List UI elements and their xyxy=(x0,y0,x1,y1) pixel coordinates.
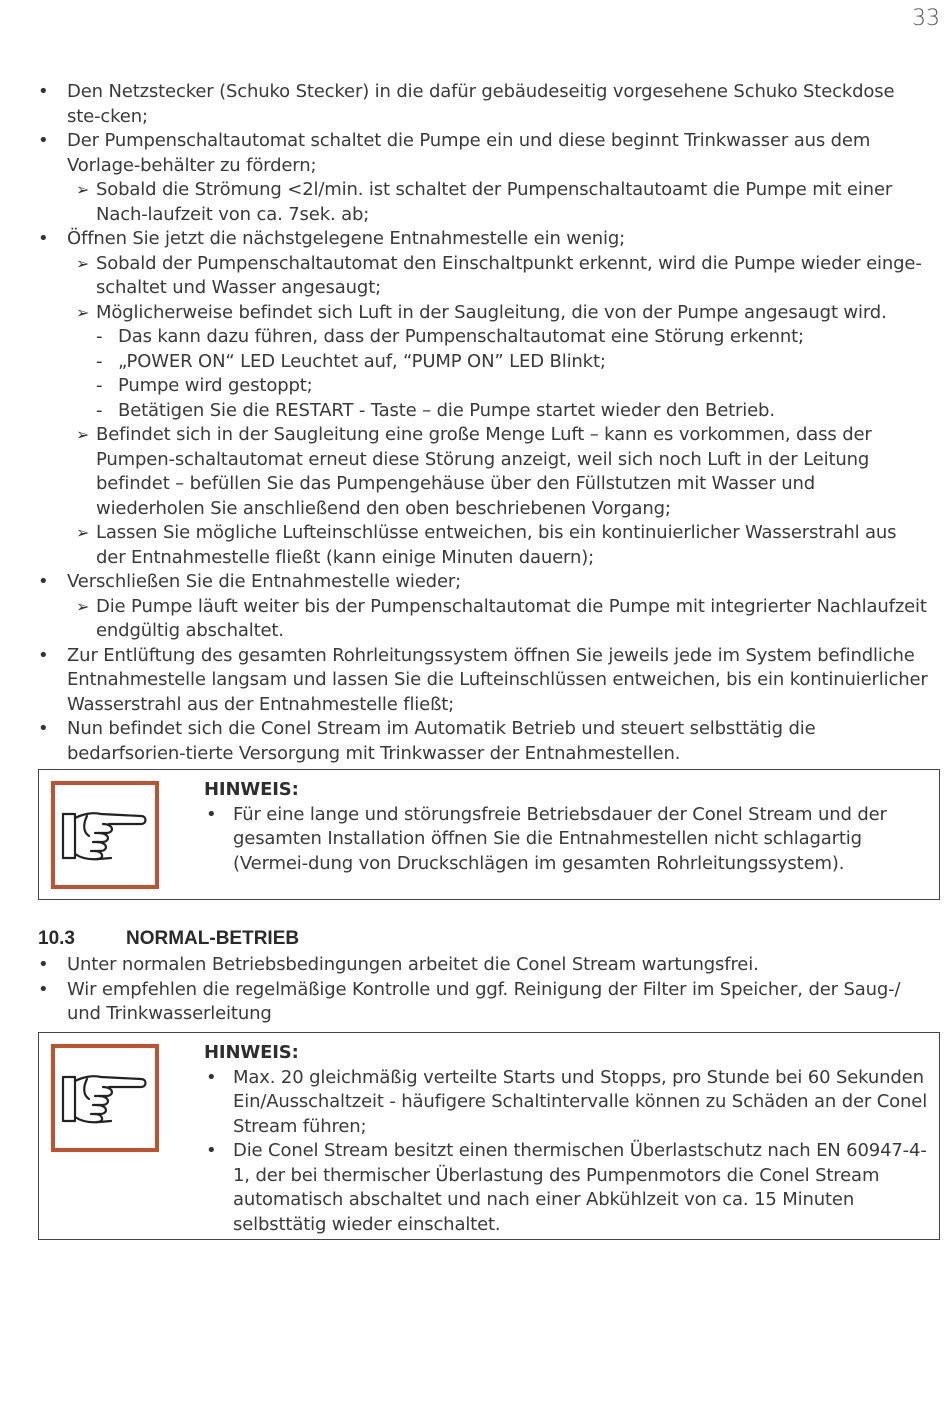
instruction-list xyxy=(38,80,928,766)
arrowhead-bullet-icon: ➢ xyxy=(76,302,90,322)
list-item: • Wir empfehlen die regelmäßige Kontrolle und ggf. Reinigung der Filter im Speicher, der Saug-/ und Trinkwasserleitung xyxy=(38,978,928,1027)
note-content xyxy=(204,1041,933,1237)
pointing-hand-icon xyxy=(51,1044,159,1152)
list-item: - Pumpe wird gestoppt; xyxy=(38,374,928,399)
list-item: • Die Conel Stream besitzt einen thermischen Überlastschutz nach EN 60947-4-1, der bei thermischer Überlastung des Pumpenmotors die Conel Stream automatisch abschaltet und nach einer Abkühlzeit von ca. 15 Minuten selbsttätig wieder einschaltet. xyxy=(204,1139,933,1237)
note-content xyxy=(204,778,933,876)
list-item: ➢ Sobald der Pumpenschaltautomat den Einschaltpunkt erkennt, wird die Pumpe wieder einge-schaltet und Wasser angesaugt; xyxy=(76,252,922,298)
list-item: ➢ Lassen Sie mögliche Lufteinschlüsse entweichen, bis ein kontinuierlicher Wasserstrahl aus der Entnahmestelle fließt (kann einige Minuten dauern); xyxy=(76,522,897,568)
arrowhead-bullet-icon: ➢ xyxy=(76,425,90,444)
list-item: - „POWER ON“ LED Leuchtet auf, “PUMP ON” LED Blinkt; xyxy=(38,350,928,375)
arrowhead-bullet-icon: ➢ xyxy=(76,523,90,542)
note-title: HINWEIS: xyxy=(204,779,299,800)
list-item: ➢ Befindet sich in der Saugleitung eine große Menge Luft – kann es vorkommen, dass der Pumpen-schaltautomat erneut diese Störung anzeigt, weil sich noch Luft in der Leitung befindet – befüllen Sie das Pumpengehäuse über den Füllstutzen mit Wasser und wiederholen Sie anschließend den oben beschriebenen Vorgang; xyxy=(76,424,872,519)
list-item: ➢ Sobald die Strömung <2l/min. ist schaltet der Pumpenschaltautoamt die Pumpe mit einer Nach-laufzeit von ca. 7sek. ab; xyxy=(76,179,893,225)
section-title: NORMAL-BETRIEB xyxy=(126,928,300,949)
list-item: • Der Pumpenschaltautomat schaltet die Pumpe ein und diese beginnt Trinkwasser aus dem Vorlage-behälter zu fördern; xyxy=(38,129,928,178)
page-number: 33 xyxy=(912,6,940,31)
dash-bullet-icon: - xyxy=(96,326,103,347)
list-item: • Zur Entlüftung des gesamten Rohrleitungssystem öffnen Sie jeweils jede im System befindliche Entnahmestelle langsam und lassen Sie die Lufteinschlüssen entweichen, bis ein kontinuierlicher Wasserstrahl aus der Entnahmestelle fließt; xyxy=(38,644,928,718)
arrowhead-bullet-icon: ➢ xyxy=(76,596,90,616)
section-number: 10.3 xyxy=(38,928,75,949)
dash-bullet-icon: - xyxy=(96,375,103,396)
pointing-hand-icon xyxy=(51,781,159,889)
list-item: - Das kann dazu führen, dass der Pumpenschaltautomat eine Störung erkennt; xyxy=(38,325,928,350)
list-item: - Betätigen Sie die RESTART - Taste – die Pumpe startet wieder den Betrieb. xyxy=(38,399,928,424)
dash-bullet-icon: - xyxy=(96,350,103,372)
list-item: • Verschließen Sie die Entnahmestelle wieder; xyxy=(38,570,928,595)
list-item: • Für eine lange und störungsfreie Betriebsdauer der Conel Stream und der gesamten Installation öffnen Sie die Entnahmestellen nicht schlagartig (Vermei-dung von Druckschlägen im gesamten Rohrleitungssystem). xyxy=(204,803,933,877)
section-heading xyxy=(38,928,299,950)
list-item: ➢ Die Pumpe läuft weiter bis der Pumpenschaltautomat die Pumpe mit integrierter Nachlaufzeit endgültig abschaltet. xyxy=(76,595,927,641)
dash-bullet-icon: - xyxy=(96,399,103,421)
list-item: • Max. 20 gleichmäßig verteilte Starts und Stopps, pro Stunde bei 60 Sekunden Ein/Ausschaltzeit - häufigere Schaltintervalle können zu Schäden an der Conel Stream führen; xyxy=(204,1066,933,1140)
note-box xyxy=(38,769,940,900)
list-item: ➢ Möglicherweise befindet sich Luft in der Saugleitung, die von der Pumpe angesaugt wird. xyxy=(38,301,928,326)
note-title: HINWEIS: xyxy=(204,1042,299,1063)
section-list xyxy=(38,953,928,1027)
note-box xyxy=(38,1032,940,1240)
list-item: • Öffnen Sie jetzt die nächstgelegene Entnahmestelle ein wenig; xyxy=(38,227,928,252)
arrowhead-bullet-icon: ➢ xyxy=(76,180,90,199)
list-item: • Nun befindet sich die Conel Stream im Automatik Betrieb und steuert selbsttätig die bedarfsorien-tierte Versorgung mit Trinkwasser der Entnahmestellen. xyxy=(38,717,928,766)
arrowhead-bullet-icon: ➢ xyxy=(76,253,90,273)
list-item: • Unter normalen Betriebsbedingungen arbeitet die Conel Stream wartungsfrei. xyxy=(38,953,928,978)
list-item: • Den Netzstecker (Schuko Stecker) in die dafür gebäudeseitig vorgesehene Schuko Steckdose ste-cken; xyxy=(38,80,928,129)
